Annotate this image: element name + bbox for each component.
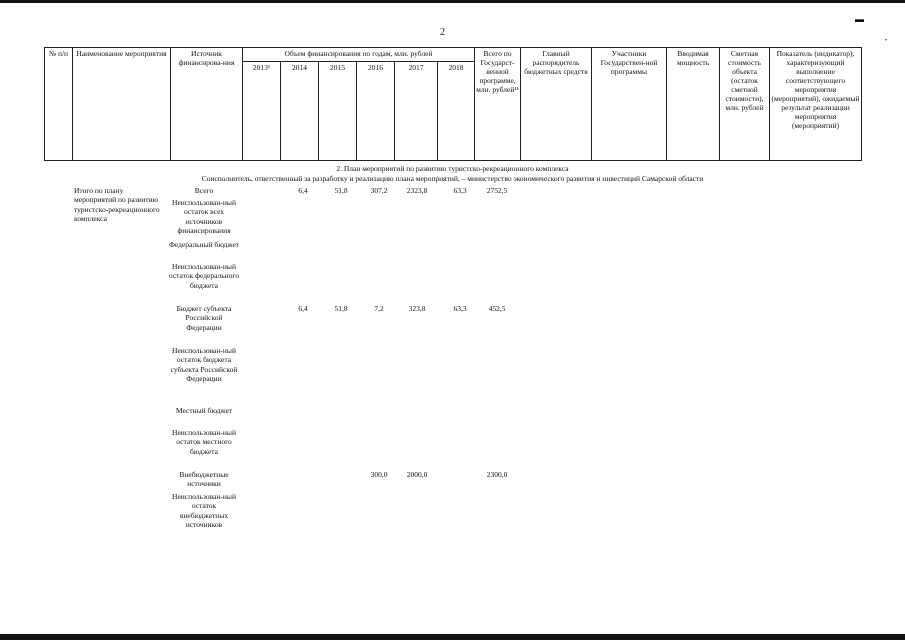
total-value-cell: 2752,5 — [486, 186, 508, 195]
year-header: 2017 — [395, 62, 438, 161]
year-value-cell: 2323,8 — [406, 186, 428, 195]
year-value-cell: 63,3 — [453, 186, 467, 195]
scan-edge-top — [0, 0, 905, 3]
col-name-header: Наименование мероприятия — [73, 48, 171, 161]
source-label: Местный бюджет — [175, 406, 233, 415]
col-number-header: № п/п — [45, 48, 73, 161]
source-label: Всего — [194, 186, 214, 195]
scan-speck: ▬ — [855, 14, 864, 24]
col-participants-header: Участники Государствен-ной программы — [592, 48, 667, 161]
year-header: 2018 — [438, 62, 475, 161]
total-value-cell: 452,5 — [488, 304, 506, 313]
col-volume-header: Объем финансирования по годам, млн. рублей — [243, 48, 475, 62]
scan-edge-bottom — [0, 634, 905, 640]
coexecutor-line: Соисполнитель, ответственный за разработку и реализацию плана мероприятий, – министерство экономического развития и инвестиций Самарской области — [201, 174, 704, 183]
section-title: 2. План мероприятий по развитию туристско-рекреационного комплекса — [336, 164, 569, 173]
col-manager-header: Главный распорядитель бюджетных средств — [521, 48, 592, 161]
col-indicator-header: Показатель (индикатор), характеризующий выполнение соответствующего мероприятия (мероприятий), ожидаемый результат реализации мероприятия (мероприятий) — [770, 48, 862, 161]
year-value-cell: 323,8 — [408, 304, 426, 313]
year-value-cell: 307,2 — [370, 186, 388, 195]
year-value-cell: 6,4 — [298, 186, 308, 195]
source-label: Неиспользован-ный остаток бюджета субъекта Российской Федерации — [170, 346, 238, 384]
page-number: 2 — [440, 27, 445, 38]
source-label: Неиспользован-ный остаток внебюджетных источников — [172, 492, 236, 530]
year-header: 2014 — [281, 62, 319, 161]
total-row-label: Итого по плану мероприятий по развитию туристско-рекреационного комплекса — [74, 186, 160, 224]
source-label: Неиспользован-ный остаток местного бюджета — [172, 428, 236, 456]
year-header: 2015 — [319, 62, 357, 161]
header-table — [44, 47, 862, 161]
source-label: Неиспользован-ный остаток всех источников финансирования — [172, 198, 236, 236]
col-total-header: Всего по Государст-венной программе, млн. рублей¹¹ — [475, 48, 521, 161]
source-label: Бюджет субъекта Российской Федерации — [176, 304, 232, 332]
year-value-cell: 51,8 — [334, 304, 348, 313]
col-source-header: Источник финансирова-ния — [171, 48, 243, 161]
year-value-cell: 2000,0 — [406, 470, 428, 479]
year-header: 2016 — [357, 62, 395, 161]
year-value-cell: 6,4 — [298, 304, 308, 313]
source-label: Неиспользован-ный остаток федерального бюджета — [168, 262, 240, 290]
source-label: Федеральный бюджет — [168, 240, 240, 249]
col-cost-header: Сметная стоимость объекта (остаток сметной стоимости), млн. рублей — [720, 48, 770, 161]
year-header: 2013¹ — [243, 62, 281, 161]
source-label: Внебюджетные источники — [179, 470, 229, 489]
col-capacity-header: Вводимая мощность — [667, 48, 720, 161]
year-value-cell: 300,0 — [370, 470, 388, 479]
scan-speck: • — [885, 38, 888, 44]
total-value-cell: 2300,0 — [486, 470, 508, 479]
year-value-cell: 7,2 — [374, 304, 384, 313]
year-value-cell: 51,8 — [334, 186, 348, 195]
year-value-cell: 63,3 — [453, 304, 467, 313]
